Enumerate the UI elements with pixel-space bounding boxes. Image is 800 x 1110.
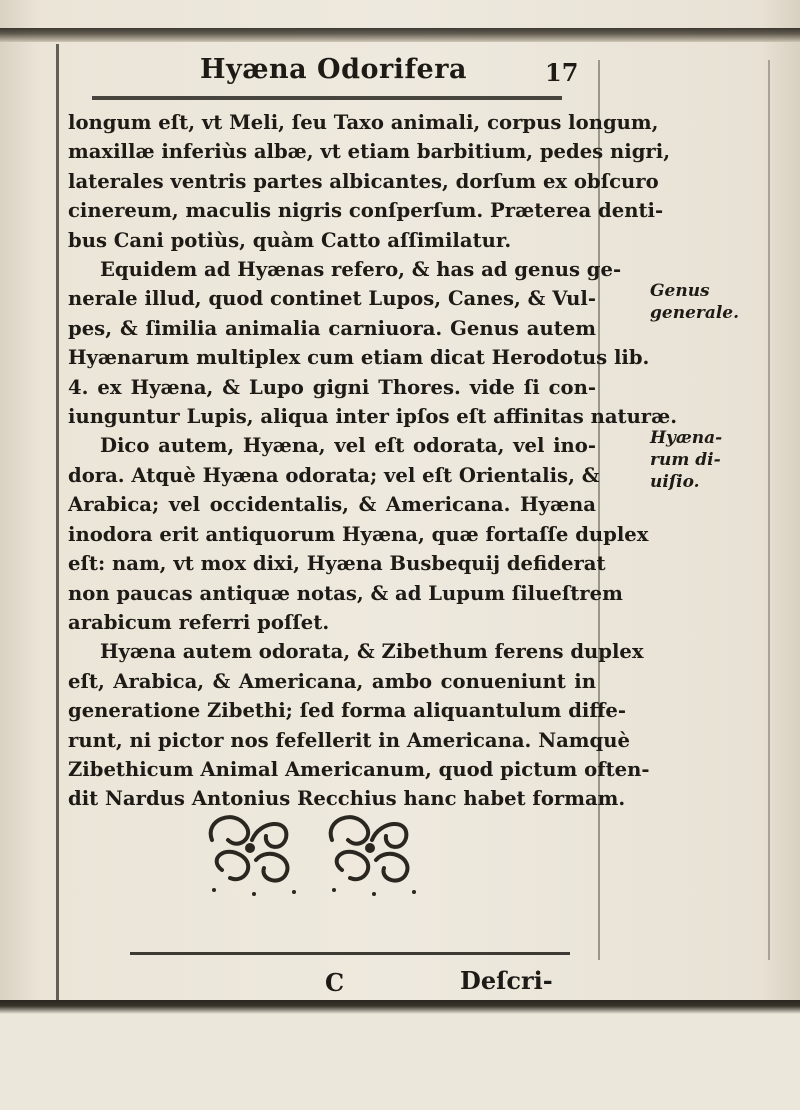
margin-note-line: uiſio. — [650, 472, 700, 492]
text-line: Zibethicum Animal Americanum, quod pictum often- — [68, 757, 650, 781]
margin-note-line: Hyæna- — [650, 428, 723, 448]
margin-column-divider — [598, 60, 600, 960]
signature-mark: C — [325, 968, 345, 997]
text-line: Dico autem, Hyæna, vel eſt odorata, vel ino- — [100, 434, 596, 458]
text-line: bus Cani potiùs, quàm Catto aſſimilatur. — [68, 228, 512, 252]
text-line: iunguntur Lupis, aliqua inter ipſos eſt affinitas naturæ. — [68, 405, 678, 429]
paragraph — [68, 255, 678, 431]
text-line: dit Nardus Antonius Recchius hanc habet formam. — [68, 787, 626, 811]
text-line: non paucas antiquæ notas, & ad Lupum ſilueſtrem — [68, 581, 623, 605]
text-line: Equidem ad Hyænas refero, & has ad genus ge- — [100, 258, 622, 282]
catchword: Deſcri- — [460, 966, 553, 995]
paragraph — [68, 637, 650, 813]
margin-note-line: rum di- — [650, 450, 721, 470]
text-line: eſt: nam, vt mox dixi, Hyæna Busbequij defiderat — [68, 552, 606, 576]
text-line: arabicum referri poſſet. — [68, 610, 330, 634]
page-right-border — [768, 60, 770, 960]
page-number: 17 — [545, 58, 579, 87]
text-line: maxillæ inferiùs albæ, vt etiam barbitium, pedes nigri, — [68, 140, 671, 164]
text-line: pes, & ſimilia animalia carniuora. Genus autem — [68, 316, 596, 340]
text-line: inodora erit antiquorum Hyæna, quæ fortaſſe duplex — [68, 522, 649, 546]
printers-ornament-icon — [194, 800, 434, 904]
text-line: nerale illud, quod continet Lupos, Canes, & Vul- — [68, 287, 596, 311]
header-rule — [92, 96, 562, 100]
text-line: dora. Atquè Hyæna odorata; vel eſt Orientalis, & — [68, 463, 600, 487]
text-line: cinereum, maculis nigris conſperſum. Præterea denti- — [68, 199, 664, 223]
text-line: Hyænarum multiplex cum etiam dicat Herodotus lib. — [68, 346, 650, 370]
text-line: Hyæna autem odorata, & Zibethum ferens duplex — [100, 640, 644, 664]
margin-note-genus — [650, 280, 739, 324]
margin-note-line: Genus — [650, 281, 710, 301]
running-header — [200, 54, 580, 94]
text-line: eſt, Arabica, & Americana, ambo conueniunt in — [68, 669, 596, 693]
paragraph — [68, 108, 671, 255]
text-line: 4. ex Hyæna, & Lupo gigni Thores. vide ſi con- — [68, 375, 596, 399]
page-bottom-edge — [0, 1000, 800, 1110]
text-line: Arabica; vel occidentalis, & Americana. Hyæna — [68, 493, 596, 517]
text-line: generatione Zibethi; ſed forma aliquantulum diffe- — [68, 699, 627, 723]
page-left-border — [56, 44, 59, 1002]
margin-note-line: generale. — [650, 303, 740, 323]
text-line: runt, ni pictor nos fefellerit in Americana. Namquè — [68, 728, 630, 752]
margin-note-hyaena — [650, 427, 722, 493]
running-title: Hyæna Odorifera — [200, 54, 467, 85]
text-line: laterales ventris partes albicantes, dorſum ex obſcuro — [68, 169, 659, 193]
paragraph — [68, 431, 649, 637]
footer-rule — [130, 952, 570, 955]
text-line: longum eſt, vt Meli, ſeu Taxo animali, corpus longum, — [68, 111, 659, 134]
page-top-edge — [0, 28, 800, 42]
